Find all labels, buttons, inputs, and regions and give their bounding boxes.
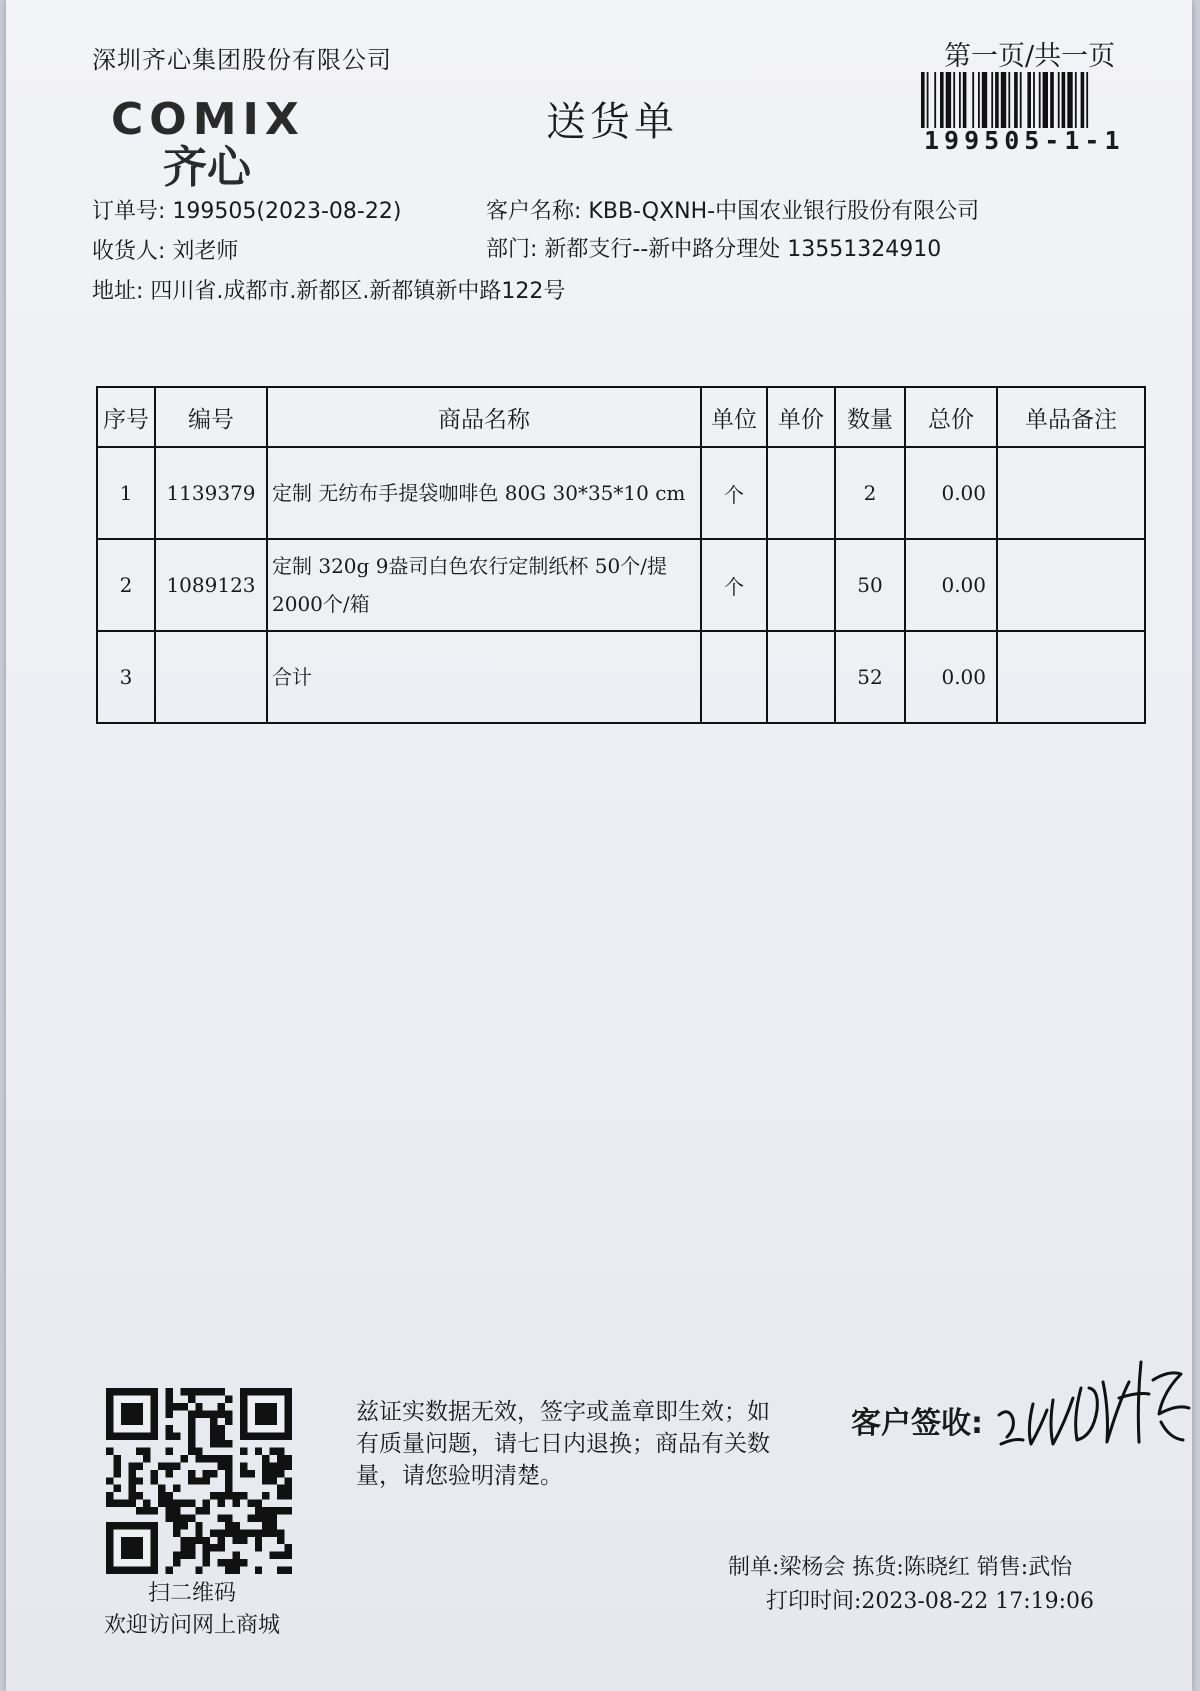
cell-remark bbox=[997, 631, 1145, 723]
dept-value: 新都支行--新中路分理处 13551324910 bbox=[544, 237, 942, 262]
delivery-note-sheet bbox=[6, 0, 1192, 1691]
cell-code: 1089123 bbox=[155, 539, 267, 631]
logo-cn: 齐心 bbox=[163, 142, 251, 188]
col-header: 单价 bbox=[767, 387, 835, 447]
col-header: 序号 bbox=[97, 387, 155, 447]
cell-price bbox=[767, 539, 835, 631]
qr-caption-welcome: 欢迎访问网上商城 bbox=[104, 1613, 281, 1638]
col-header: 编号 bbox=[155, 387, 267, 447]
cell-unit bbox=[701, 631, 767, 723]
print-time: 打印时间:2023-08-22 17:19:06 bbox=[766, 1589, 1095, 1614]
cell-qty: 2 bbox=[835, 447, 905, 539]
cell-product-name: 合计 bbox=[267, 631, 701, 723]
address-label: 地址: bbox=[92, 279, 144, 304]
cell-qty: 50 bbox=[835, 539, 905, 631]
customer-value: KBB-QXNH-中国农业银行股份有限公司 bbox=[588, 199, 980, 224]
receiver bbox=[92, 234, 238, 265]
order-label: 订单号: bbox=[92, 199, 166, 224]
items-table bbox=[96, 386, 1146, 724]
cell-product-name: 定制 无纺布手提袋咖啡色 80G 30*35*10 cm bbox=[267, 447, 701, 539]
cell-unit: 个 bbox=[701, 539, 767, 631]
col-header: 商品名称 bbox=[267, 387, 701, 447]
cell-price bbox=[767, 631, 835, 723]
col-header: 数量 bbox=[835, 387, 905, 447]
cell-remark bbox=[997, 539, 1145, 631]
cell-unit: 个 bbox=[701, 447, 767, 539]
notice-text: 兹证实数据无效，签字或盖章即生效；如有质量问题，请七日内退换；商品有关数量，请您验明清楚。 bbox=[356, 1399, 770, 1489]
comix-logo bbox=[111, 96, 356, 188]
table-header-row bbox=[97, 387, 1145, 447]
page-indicator: 第一页/共一页 bbox=[944, 41, 1116, 72]
address bbox=[92, 274, 565, 305]
handwritten-signature bbox=[991, 1340, 1200, 1470]
receiver-label: 收货人: bbox=[92, 239, 166, 264]
cell-remark bbox=[997, 447, 1145, 539]
qr-code[interactable] bbox=[106, 1388, 292, 1574]
col-header: 单位 bbox=[701, 387, 767, 447]
cell-qty: 52 bbox=[835, 631, 905, 723]
cell-price bbox=[767, 447, 835, 539]
barcode-number: 199505-1-1 bbox=[924, 126, 1125, 155]
receiver-value: 刘老师 bbox=[172, 239, 239, 264]
cell-total: 0.00 bbox=[905, 539, 997, 631]
cell-total: 0.00 bbox=[905, 447, 997, 539]
address-value: 四川省.成都市.新都区.新都镇新中路122号 bbox=[150, 279, 566, 304]
table-row-total bbox=[97, 631, 1145, 723]
col-header: 总价 bbox=[905, 387, 997, 447]
cell-seq: 2 bbox=[97, 539, 155, 631]
cell-code bbox=[155, 631, 267, 723]
logo-latin: COMIX bbox=[111, 96, 305, 145]
qr-caption-scan: 扫二维码 bbox=[148, 1581, 237, 1606]
document-title: 送货单 bbox=[546, 99, 678, 145]
cell-seq: 1 bbox=[97, 447, 155, 539]
cell-seq: 3 bbox=[97, 631, 155, 723]
order-number bbox=[92, 194, 401, 225]
cell-total: 0.00 bbox=[905, 631, 997, 723]
table-row bbox=[97, 447, 1145, 539]
order-value: 199505(2023-08-22) bbox=[172, 199, 402, 224]
customer-name bbox=[486, 194, 979, 225]
customer-sign-label: 客户签收: bbox=[851, 1406, 983, 1441]
company-name: 深圳齐心集团股份有限公司 bbox=[92, 46, 392, 74]
cell-product-name: 定制 320g 9盎司白色农行定制纸杯 50个/提 2000个/箱 bbox=[267, 539, 701, 631]
staff-info: 制单:梁杨会 拣货:陈晓红 销售:武怡 bbox=[728, 1555, 1073, 1580]
barcode bbox=[921, 72, 1136, 128]
cell-code: 1139379 bbox=[155, 447, 267, 539]
customer-label: 客户名称: bbox=[486, 199, 582, 224]
department bbox=[486, 232, 941, 263]
table-row bbox=[97, 539, 1145, 631]
col-header: 单品备注 bbox=[997, 387, 1145, 447]
dept-label: 部门: bbox=[486, 237, 538, 262]
